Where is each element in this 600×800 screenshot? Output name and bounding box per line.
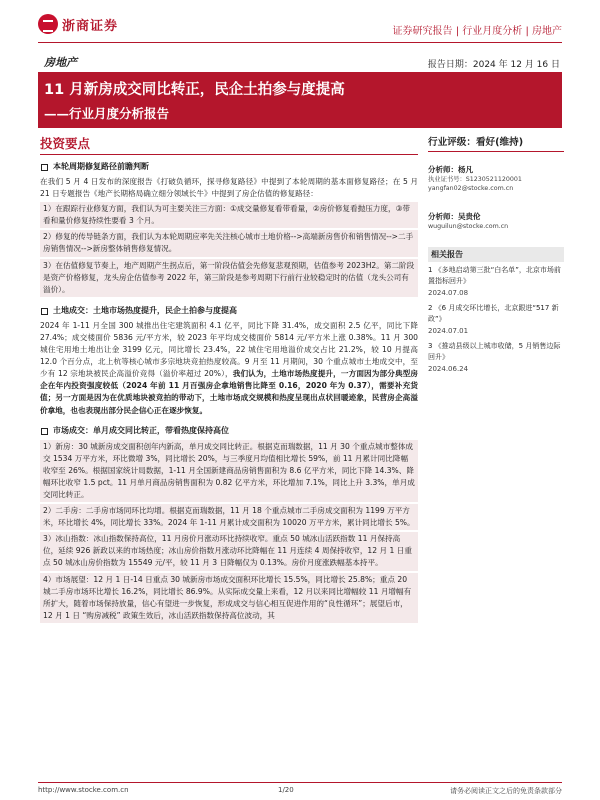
related-report-item[interactable] bbox=[428, 303, 564, 335]
sidebar bbox=[428, 134, 564, 373]
report-date-value: 2024 年 12 月 16 日 bbox=[472, 60, 560, 70]
page-number: 1/20 bbox=[278, 786, 294, 794]
section-land bbox=[40, 305, 418, 417]
rating-value: 看好(维持) bbox=[475, 137, 524, 148]
related-report-item[interactable] bbox=[428, 265, 564, 297]
section-title: 市场成交：单月成交同比转正，带看热度保持高位 bbox=[40, 425, 418, 437]
analyst-name: 杨凡 bbox=[458, 165, 473, 174]
footer-disclaimer: 请务必阅读正文之后的免责条款部分 bbox=[450, 787, 562, 795]
section-recovery-path bbox=[40, 161, 418, 297]
analyst-name-line bbox=[428, 164, 564, 175]
highlight-paragraph: 2）修复的传导链条方面，我们认为本轮周期应率先关注核心城市土地价格-->高端新房售价和销售情况-->二手房销售情况-->新房整体销售修复情况。 bbox=[40, 230, 418, 256]
sector-label: 房地产 bbox=[44, 56, 77, 69]
highlight-paragraph: 3）冰山指数：冰山指数保持高位，11 月房价月涨动环比持续收窄。重点 50 城冰山活跃指数 11 月保持高位，延续 926 新政以来的市场热度；冰山房价指数月涨动环比降幅在 11 月连续 4 周保持收窄，12 月 1 日重点 50 城冰山房价指数为 15549 元/平，较 11 月 3 日降幅仅为 0.13%。房价月度涨跌幅基本持平。 bbox=[40, 532, 418, 570]
logo-text: 浙商证券 bbox=[62, 18, 119, 34]
section-market bbox=[40, 425, 418, 623]
analyst-label: 分析师： bbox=[428, 165, 458, 174]
highlight-paragraph: 1）新房：30 城新房成交面积创年内新高，单月成交同比转正。根据克而瑞数据，11 月 30 个重点城市整体成交 1534 万平方米，环比微增 3%，同比增长 20%，与三季度月均值相比增长 59%，前 11 月累计同比降幅收窄至 26%。根据国家统计局数据，1-11 月全国新建商品房销售面积为 8.6 亿平方米，同比下降 14.3%、降幅环比收窄 1.5 pct。11 月单月商品房销售面积为 0.82 亿平方米，环比增加 7.1%，同比上升 3.3%，单月成交同比转正。 bbox=[40, 440, 418, 502]
logo-emblem-icon bbox=[38, 14, 58, 34]
industry-rating bbox=[428, 134, 564, 148]
related-reports-heading: 相关报告 bbox=[428, 247, 564, 262]
title-banner bbox=[38, 72, 562, 128]
report-title: 11 月新房成交同比转正，民企土拍参与度提高 bbox=[44, 82, 345, 98]
invest-heading: 投资要点 bbox=[40, 136, 91, 151]
report-date bbox=[428, 57, 560, 70]
related-report-date: 2024.07.08 bbox=[428, 289, 469, 297]
section-title: 本轮周期修复路径前瞻判断 bbox=[40, 161, 418, 173]
paragraph: 在我们 5 月 4 日发布的深度报告《打破负循环，探寻修复路径》中提到了本轮周期的基本面修复路径；在 5 月 21 日专题报告《地产长期格局确立细分领域长牛》中提到了房企估值的修复路径： bbox=[40, 177, 418, 199]
section-title: 土地成交：土地市场热度提升，民企土拍参与度提高 bbox=[40, 305, 418, 317]
related-report-date: 2024.06.24 bbox=[428, 365, 469, 373]
paragraph-text: 2024 年 1-11 月全国 300 城推出住宅建筑面积 4.1 亿平，同比下降 31.4%，成交面积 2.5 亿平，同比下降 27.4%；成交楼面价 5836 元/平方米，较 2023 年平均成交楼面价 5814 元/平方米上涨 0.38%。11 月 300 城住宅用地土地出让金 3199 亿元，同比增长 23.4%，22 城住宅用地溢价成交占比 21.2%，较 10 月提高 12.0 个百分点，北上杭等核心城市多宗地块竞拍热度较高。9 月至 11 月期间，30 个重点城市土地成交中，至少有 12 宗地块被民企高溢价竞得（溢价率超过 20%）， bbox=[40, 320, 418, 379]
analyst-label: 分析师： bbox=[428, 212, 458, 221]
analyst-email[interactable]: wuguilun@stocke.com.cn bbox=[428, 223, 509, 230]
related-report-title[interactable]: 3 《推动县级以上城市收储，5 月销售边际回升》 bbox=[428, 342, 561, 361]
highlight-paragraph: 3）在估值修复节奏上，地产周期产生拐点后，第一阶段估值会先修复悲观预期，估值参考 2023H2。第二阶段是资产价格修复，龙头房企估值参考 2022 年，第三阶段是参考周期下行前行业较稳定时的估值（龙头公司有溢价）。 bbox=[40, 259, 418, 297]
footer-divider bbox=[38, 782, 562, 783]
analyst-email[interactable]: yangfan02@stocke.com.cn bbox=[428, 185, 514, 192]
invest-divider bbox=[40, 154, 418, 155]
paragraph-bold-text: 我们认为，土地市场热度提升，一方面因为部分典型房企在年内投资强度较低（2024 年前 11 月百强房企拿地销售比降至 0.16，2020 年为 0.37），需要补充货值；另一方面是因为在优质地块被竞拍的带动下，土地市场成交规模和热度呈现出点状回暖迹象，民营房企高溢价拿地，也也表现出部分民企信心正在逐步恢复。 bbox=[40, 369, 418, 415]
analyst-cert: 执业证书号：S1230521120001 bbox=[428, 176, 522, 183]
paragraph bbox=[40, 320, 418, 417]
footer-url[interactable]: http://www.stocke.com.cn bbox=[38, 786, 129, 794]
highlight-paragraph: 2）二手房：二手房市场同环比均增。根据克而瑞数据，11 月 18 个重点城市二手房成交面积为 1199 万平方米，环比增长 4%，同比增长 33%。2024 年 1-11 月累计成交面积为 10020 万平方米，累计同比增长 5%。 bbox=[40, 504, 418, 530]
company-logo bbox=[38, 14, 118, 34]
related-report-item[interactable] bbox=[428, 341, 564, 373]
header-nav: 证券研究报告 | 行业月度分析 | 房地产 bbox=[392, 26, 562, 37]
related-report-title[interactable]: 1 《多地启动第三批“白名单”，北京市场前置指标回升》 bbox=[428, 266, 561, 285]
related-report-date: 2024.07.01 bbox=[428, 327, 469, 335]
analyst-name-line bbox=[428, 211, 564, 222]
related-report-title[interactable]: 2 《6 月成交环比增长，北京跟进“517 新政”》 bbox=[428, 304, 559, 323]
highlight-paragraph: 1）在跟踪行业修复方面，我们认为可主要关注三方面：①成交量修复看带看量，②房价修复看抛压力度，③带看和量价修复持续性要看 3 个月。 bbox=[40, 202, 418, 228]
report-date-label: 报告日期： bbox=[427, 60, 473, 70]
analyst-name: 吴贵伦 bbox=[458, 212, 481, 221]
report-subtitle: ——行业月度分析报告 bbox=[44, 106, 170, 121]
main-content bbox=[40, 134, 418, 625]
rating-label: 行业评级： bbox=[428, 137, 476, 148]
analyst-card bbox=[428, 211, 564, 231]
sidebar-divider bbox=[428, 151, 564, 152]
header-divider bbox=[38, 42, 562, 43]
analyst-card bbox=[428, 164, 564, 193]
highlight-paragraph: 4）市场展望：12 月 1 日-14 日重点 30 城新房市场成交面积环比增长 15.5%，同比增长 25.8%；重点 20 城二手房市场环比增长 16.2%，同比增长 86.9%。从实际成交量上来看，12 月以来同比增幅较 11 月增幅有所扩大，随着市场保持放量，信心有望进一步恢复，形成成交与信心相互促进作用的“良性循环”；展望后市，12 月 1 日 “购房减税” 政策生效后，冰山活跃指数保持高位波动，其 bbox=[40, 573, 418, 623]
